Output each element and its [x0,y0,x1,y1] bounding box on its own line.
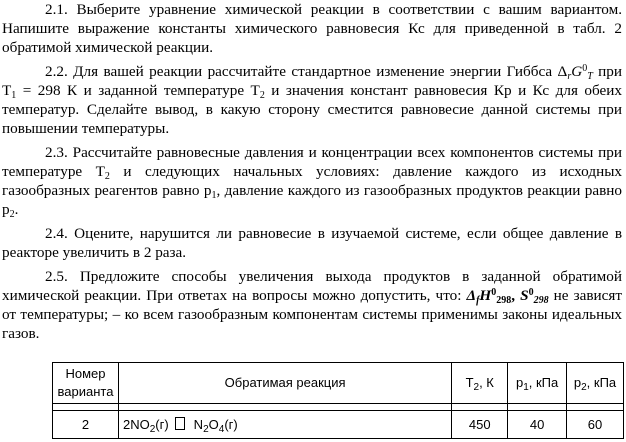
paragraph-2-4: 2.4. Оцените, нарушится ли равновесие в изучаемой системе, если общее давление в реакторе увеличить в 2 раза. [2,225,622,261]
cell-variant: 2 [53,411,119,439]
header-variant: Номер варианта [53,363,119,404]
equilibrium-arrow-icon [175,417,185,430]
header-reaction: Обратимая реакция [118,363,451,404]
header-p2: $p_2$, кПа [567,363,624,404]
paragraph-2-2: 2.2. Для вашей реакции рассчитайте стандартное изменение энергии Гиббса $\Delta_rG^0_T$ при $T_1 = 298$ К и заданной температуре $T_2$ и значения констант равновесия Кр и Кс для обеих температур. Сделайте вывод, в какую сторону сместится равновесие данной системы при повышении температуры. [2,63,622,137]
table-row [53,411,624,439]
paragraph-2-3: 2.3. Рассчитайте равновесные давления и концентрации всех компонентов системы при температуре $T_2$ и следующих начальных условиях: давление каждого из исходных газообразных реагентов равно $р_1$, давление каждого из газообразных продуктов реакции равно $р_2$. [2,144,622,220]
table-header-row [53,363,624,404]
cell-p1: 40 [508,411,567,439]
cell-t2: 450 [452,411,508,439]
cell-reaction: $2NO_2(г)$ $N_2O_4(г)$ [118,411,451,439]
paragraph-2-1: 2.1. Выберите уравнение химической реакции в соответствии с вашим вариантом. Напишите выражение константы химического равновесия Кс для приведенной в табл. 2 обратимой химической реакции. [2,1,622,56]
variant-table [52,362,624,439]
document-body [2,0,622,343]
header-p1: $p_1$, кПа [508,363,567,404]
cell-p2: 60 [567,411,624,439]
paragraph-2-5: 2.5. Предложите способы увеличения выхода продуктов в заданной обратимой химической реакции. При ответах на вопросы можно допустить, что: $\Delta_fH^0_{298}$, $S^0_{298}$ не зависят от температуры; – ко всем газообразным компонентам системы применимы законы идеальных газов. [2,268,622,342]
table-spacer-row [53,404,624,411]
header-t2: $T_2$, К [452,363,508,404]
